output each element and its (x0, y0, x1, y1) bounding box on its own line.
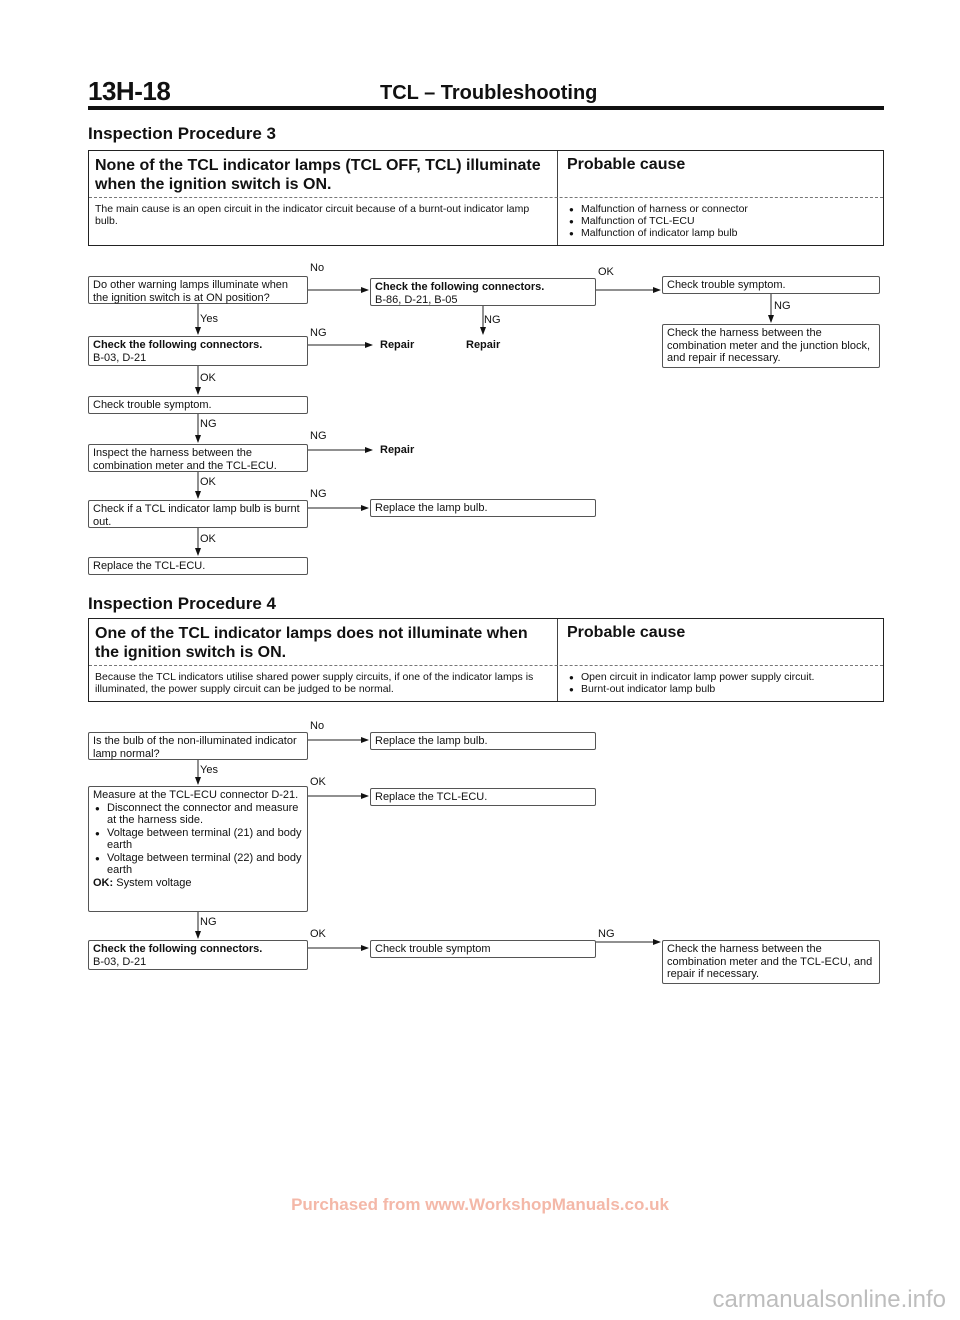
measure-step: ● Voltage between terminal (21) and body earth (107, 827, 303, 852)
page-title: TCL – Troubleshooting (380, 82, 598, 104)
label-ng: NG (310, 327, 327, 339)
label-yes: Yes (200, 313, 218, 325)
inspect-harness-meter-ecu: Inspect the harness between the combination meter and the TCL-ECU. (88, 444, 308, 472)
label-ok: OK (200, 372, 216, 384)
probable-cause-header: Probable cause (567, 156, 686, 173)
replace-lamp-bulb-p4: Replace the lamp bulb. (370, 732, 596, 750)
ok-value: System voltage (116, 876, 192, 889)
label-no: No (310, 720, 325, 732)
label-ng: NG (484, 314, 501, 326)
check-connectors-title: Check the following connectors. (93, 339, 263, 351)
page-number: 13H-18 (88, 76, 171, 106)
procedure-4-title: One of the TCL indicator lamps does not illuminate when the ignition switch is ON. (95, 625, 528, 661)
label-ok: OK (200, 476, 216, 488)
procedure-3-title: None of the TCL indicator lamps (TCL OFF, TCL) illuminate when the ignition switch is ON. (95, 157, 541, 193)
site-watermark: carmanualsonline.info (712, 1286, 946, 1313)
check-trouble-symptom-p4: Check trouble symptom (370, 940, 596, 958)
repair-text: Repair (380, 339, 415, 351)
check-connectors-title: Check the following connectors. (375, 281, 545, 293)
connector-list: B-86, D-21, B-05 (375, 293, 458, 306)
label-ng: NG (310, 488, 327, 500)
label-ok: OK (200, 533, 216, 545)
q-other-warning-lamps: Do other warning lamps illuminate when the ignition switch is at ON position? (88, 276, 308, 304)
label-ok: OK (598, 266, 614, 278)
connector-list: B-03, D-21 (93, 351, 147, 364)
cause-item: ● Open circuit in indicator lamp power supply circuit. (581, 671, 877, 683)
replace-tcl-ecu-p4: Replace the TCL-ECU. (370, 788, 596, 806)
purchase-footer: Purchased from www.WorkshopManuals.co.uk (291, 1195, 669, 1214)
measure-step: ● Voltage between terminal (22) and body earth (107, 852, 303, 877)
probable-cause-header: Probable cause (567, 624, 686, 641)
repair-text: Repair (380, 444, 415, 456)
procedure-4-heading: Inspection Procedure 4 (88, 594, 276, 613)
label-no: No (310, 262, 325, 274)
label-ng: NG (200, 916, 217, 928)
check-harness-meter-ecu-p4: Check the harness between the combination meter and the TCL-ECU, and repair if necessary. (662, 940, 880, 984)
label-ng: NG (310, 430, 327, 442)
measure-step: ● Disconnect the connector and measure at the harness side. (107, 802, 303, 827)
procedure-3-heading: Inspection Procedure 3 (88, 124, 276, 143)
replace-lamp-bulb: Replace the lamp bulb. (370, 499, 596, 517)
q-bulb-normal: Is the bulb of the non-illuminated indicator lamp normal? (88, 732, 308, 760)
check-bulb-burnt: Check if a TCL indicator lamp bulb is burnt out. (88, 500, 308, 528)
check-harness-meter-junction: Check the harness between the combination meter and the junction block, and repair if necessary. (662, 324, 880, 368)
measure-intro: Measure at the TCL-ECU connector D-21. (93, 789, 299, 801)
label-ok: OK (310, 776, 326, 788)
label-ng: NG (774, 300, 791, 312)
check-trouble-symptom: Check trouble symptom. (88, 396, 308, 414)
cause-item: ● Malfunction of TCL-ECU (581, 215, 867, 227)
check-trouble-symptom-right: Check trouble symptom. (662, 276, 880, 294)
ok-label: OK: (93, 876, 114, 889)
check-connectors-title: Check the following connectors. (93, 943, 263, 955)
procedure-4-description: Because the TCL indicators utilise shared power supply circuits, if one of the indicator lamps is illuminated, the power supply circuit can be judged to be normal. (95, 671, 534, 695)
cause-item: ● Malfunction of indicator lamp bulb (581, 227, 867, 239)
replace-tcl-ecu: Replace the TCL-ECU. (88, 557, 308, 575)
procedure-3-description: The main cause is an open circuit in the indicator circuit because of a burnt-out indicator lamp bulb. (95, 203, 530, 227)
label-ok: OK (310, 928, 326, 940)
cause-item: ● Malfunction of harness or connector (581, 203, 867, 215)
label-yes: Yes (200, 764, 218, 776)
label-ng: NG (200, 418, 217, 430)
cause-item: ● Burnt-out indicator lamp bulb (581, 683, 877, 695)
repair-text: Repair (466, 339, 501, 351)
label-ng: NG (598, 928, 615, 940)
connector-list: B-03, D-21 (93, 955, 147, 968)
